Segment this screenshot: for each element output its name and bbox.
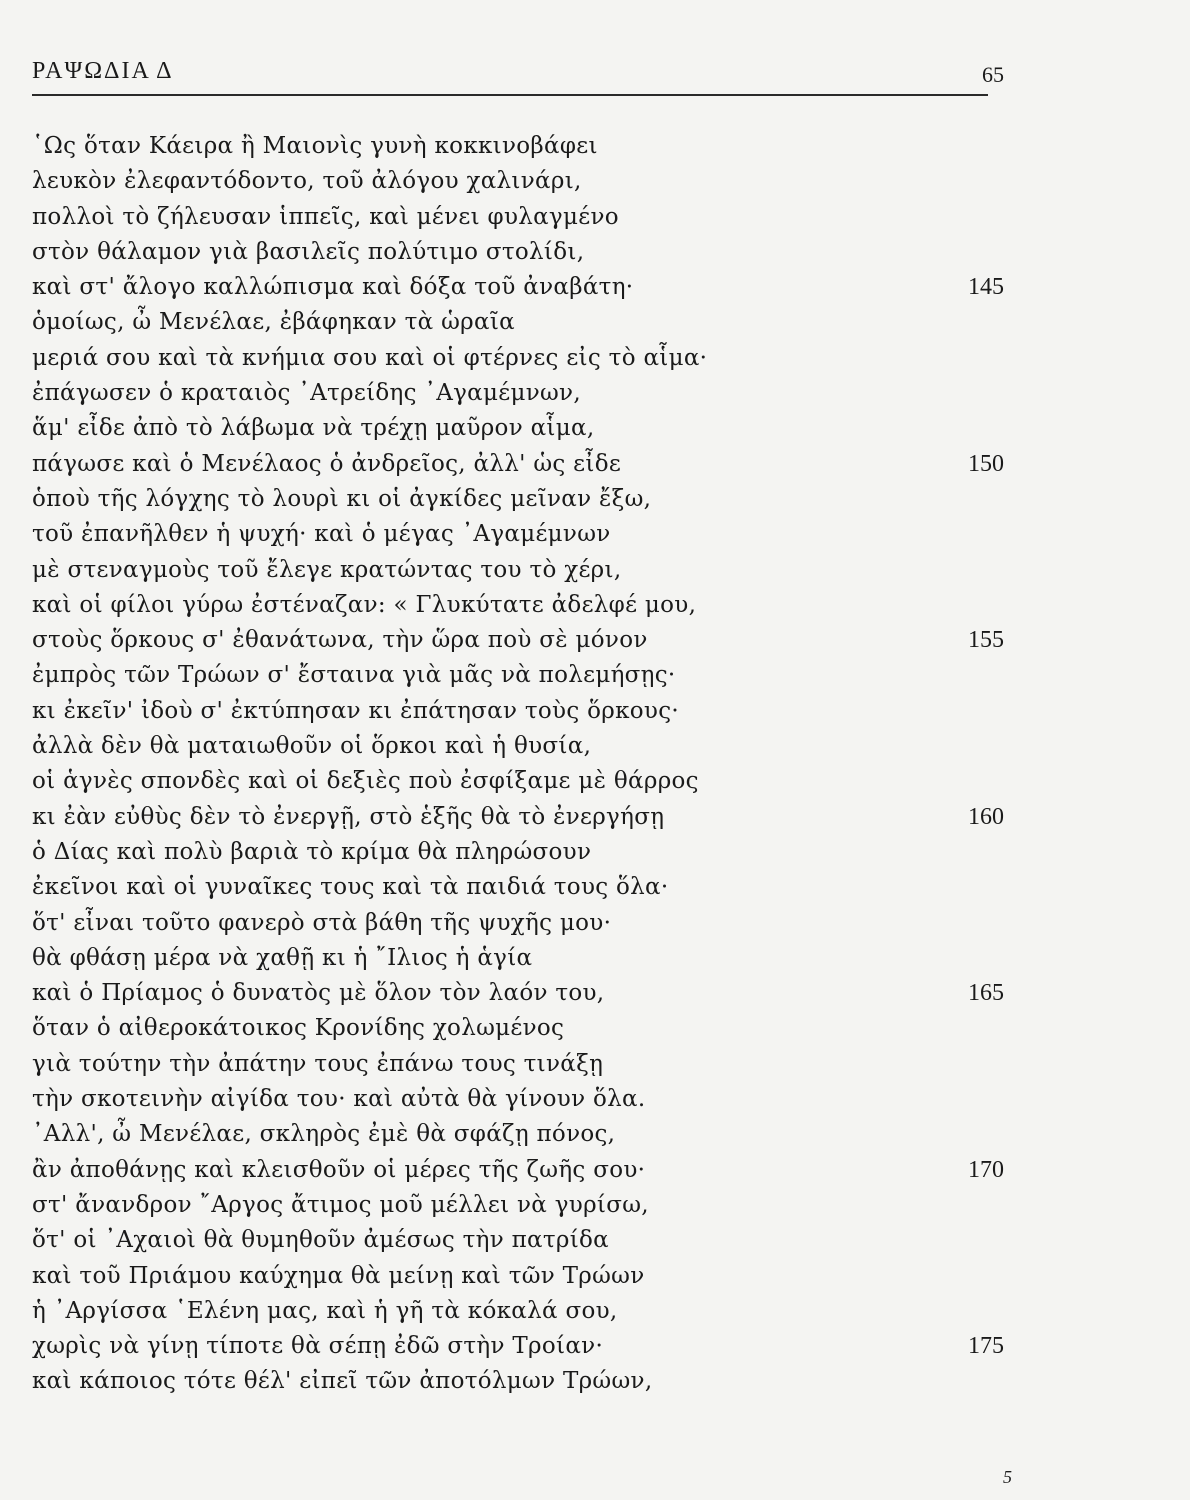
verse-line (0, 1296, 1190, 1331)
verse-text: τοῦ ἐπανῆλθεν ἡ ψυχή· καὶ ὁ μέγας ᾿Αγαμέμνων (32, 521, 611, 548)
verse-line (0, 237, 1190, 272)
verse-text: ὅτ' οἱ ᾿Αχαιοὶ θὰ θυμηθοῦν ἀμέσως τὴν πατρίδα (32, 1227, 609, 1254)
verse-text: καὶ τοῦ Πριάμου καύχημα θὰ μείνῃ καὶ τῶν Τρώων (32, 1262, 645, 1289)
verse-text: καὶ κάποιος τότε θέλ' εἰπεῖ τῶν ἀποτόλμων Τρώων, (32, 1368, 653, 1395)
verse-text: ἅμ' εἶδε ἀπὸ τὸ λάβωμα νὰ τρέχῃ μαῦρον αἷμα, (32, 415, 595, 442)
verse-text: ἂν ἀποθάνῃς καὶ κλεισθοῦν οἱ μέρες τῆς ζωῆς σου· (32, 1156, 646, 1183)
line-number: 165 (968, 980, 1004, 1007)
verse-text: μεριά σου καὶ τὰ κνήμια σου καὶ οἱ φτέρνες εἰς τὸ αἷμα· (32, 344, 708, 371)
verse-line (0, 519, 1190, 554)
signature-mark: 5 (1003, 1467, 1012, 1487)
verse-line (0, 1155, 1190, 1190)
verse-text: λευκὸν ἐλεφαντόδοντο, τοῦ ἀλόγου χαλινάρι, (32, 168, 582, 195)
verse-line (0, 731, 1190, 766)
verse-text: κι ἐὰν εὐθὺς δὲν τὸ ἐνεργῇ, στὸ ἑξῆς θὰ τὸ ἐνεργήσῃ (32, 803, 665, 830)
verse-text: ὅταν ὁ αἰθεροκάτοικος Κρονίδης χολωμένος (32, 1015, 565, 1042)
verse-line (0, 1225, 1190, 1260)
verse-line (0, 943, 1190, 978)
verse-text: καὶ ὁ Πρίαμος ὁ δυνατὸς μὲ ὅλον τὸν λαόν του, (32, 980, 605, 1007)
verse-line (0, 555, 1190, 590)
verse-line (0, 1190, 1190, 1225)
verse-text: ὅτ' εἶναι τοῦτο φανερὸ στὰ βάθη τῆς ψυχῆς μου· (32, 909, 612, 936)
verse-text: ὁ Δίας καὶ πολὺ βαριὰ τὸ κρίμα θὰ πληρώσουν (32, 838, 592, 865)
verse-line (0, 625, 1190, 660)
verse-line (0, 1084, 1190, 1119)
verse-text: οἱ ἁγνὲς σπονδὲς καὶ οἱ δεξιὲς ποὺ ἐσφίξαμε μὲ θάρρος (32, 768, 699, 795)
verse-line (0, 1261, 1190, 1296)
verse-line (0, 908, 1190, 943)
verse-text: ῾Ως ὅταν Κάειρα ἢ Μαιονὶς γυνὴ κοκκινοβάφει (32, 133, 598, 159)
verse-line (0, 766, 1190, 801)
page-number: 65 (982, 62, 1004, 87)
verse-line (0, 872, 1190, 907)
verse-text: στὸν θάλαμον γιὰ βασιλεῖς πολύτιμο στολίδι, (32, 238, 585, 265)
line-number: 170 (968, 1156, 1004, 1183)
verse-line (0, 413, 1190, 448)
line-number: 155 (968, 627, 1004, 654)
verse-text: γιὰ τούτην τὴν ἀπάτην τους ἐπάνω τους τινάξῃ (32, 1050, 604, 1077)
verse-text: πάγωσε καὶ ὁ Μενέλαος ὁ ἀνδρεῖος, ἀλλ' ὡς εἶδε (32, 450, 622, 477)
line-number: 175 (968, 1333, 1004, 1360)
verse-text: ὁμοίως, ὦ Μενέλαε, ἐβάφηκαν τὰ ὡραῖα (32, 309, 515, 336)
verse-line (0, 166, 1190, 201)
verse-line (0, 131, 1190, 166)
verse-text: πολλοὶ τὸ ζήλευσαν ἱππεῖς, καὶ μένει φυλαγμένο (32, 203, 619, 230)
verse-line (0, 307, 1190, 342)
verse-line (0, 449, 1190, 484)
verse-text: μὲ στεναγμοὺς τοῦ ἔλεγε κρατώντας του τὸ χέρι, (32, 556, 622, 583)
verse-line (0, 590, 1190, 625)
verse-text: κι ἐκεῖν' ἰδοὺ σ' ἐκτύπησαν κι ἐπάτησαν τοὺς ὅρκους· (32, 697, 679, 724)
verse-line (0, 1331, 1190, 1366)
running-title: ΡΑΨΩΔΙΑ Δ (32, 58, 174, 84)
verse-line (0, 1119, 1190, 1154)
verse-text: ἡ ᾿Αργίσσα ῾Ελένη μας, καὶ ἡ γῆ τὰ κόκαλά σου, (32, 1297, 618, 1324)
verse-line (0, 202, 1190, 237)
verse-line (0, 660, 1190, 695)
verse-text: στ' ἄνανδρον ῎Αργος ἄτιμος μοῦ μέλλει νὰ γυρίσω, (32, 1191, 649, 1218)
verse-text: ἀλλὰ δὲν θὰ ματαιωθοῦν οἱ ὅρκοι καὶ ἡ θυσία, (32, 733, 592, 760)
verse-line (0, 272, 1190, 307)
verse-text: καὶ στ' ἄλογο καλλώπισμα καὶ δόξα τοῦ ἀναβάτη· (32, 274, 634, 301)
verse-text: ᾿Αλλ', ὦ Μενέλαε, σκληρὸς ἐμὲ θὰ σφάζῃ πόνος, (32, 1121, 616, 1148)
header-rule (32, 94, 988, 96)
verse-line (0, 802, 1190, 837)
verse-text: ὁποὺ τῆς λόγχης τὸ λουρὶ κι οἱ ἀγκίδες μεῖναν ἔξω, (32, 485, 652, 512)
verse-line (0, 1366, 1190, 1401)
line-number: 160 (968, 803, 1004, 830)
verse-line (0, 1013, 1190, 1048)
verse-line (0, 484, 1190, 519)
verse-text: καὶ οἱ φίλοι γύρω ἐστέναζαν: « Γλυκύτατε ἀδελφέ μου, (32, 591, 697, 618)
verse-text: ἐκεῖνοι καὶ οἱ γυναῖκες τους καὶ τὰ παιδιά τους ὅλα· (32, 874, 669, 901)
line-number: 145 (968, 274, 1004, 301)
verse-text: χωρὶς νὰ γίνῃ τίποτε θὰ σέπῃ ἐδῶ στὴν Τροίαν· (32, 1333, 604, 1360)
verse-block (0, 131, 1190, 1402)
verse-text: ἐπάγωσεν ὁ κραταιὸς ᾿Ατρείδης ᾿Αγαμέμνων, (32, 380, 581, 407)
verse-line (0, 343, 1190, 378)
verse-text: ἐμπρὸς τῶν Τρώων σ' ἔσταινα γιὰ μᾶς νὰ πολεμήσῃς· (32, 662, 676, 689)
line-number: 150 (968, 450, 1004, 477)
verse-line (0, 696, 1190, 731)
verse-text: τὴν σκοτεινὴν αἰγίδα του· καὶ αὐτὰ θὰ γίνουν ὅλα. (32, 1086, 646, 1113)
verse-line (0, 1049, 1190, 1084)
verse-line (0, 978, 1190, 1013)
verse-text: στοὺς ὅρκους σ' ἐθανάτωνα, τὴν ὥρα ποὺ σὲ μόνον (32, 627, 648, 654)
verse-line (0, 378, 1190, 413)
verse-line (0, 837, 1190, 872)
verse-text: θὰ φθάσῃ μέρα νὰ χαθῇ κι ἡ ῎Ιλιος ἡ ἁγία (32, 944, 533, 971)
